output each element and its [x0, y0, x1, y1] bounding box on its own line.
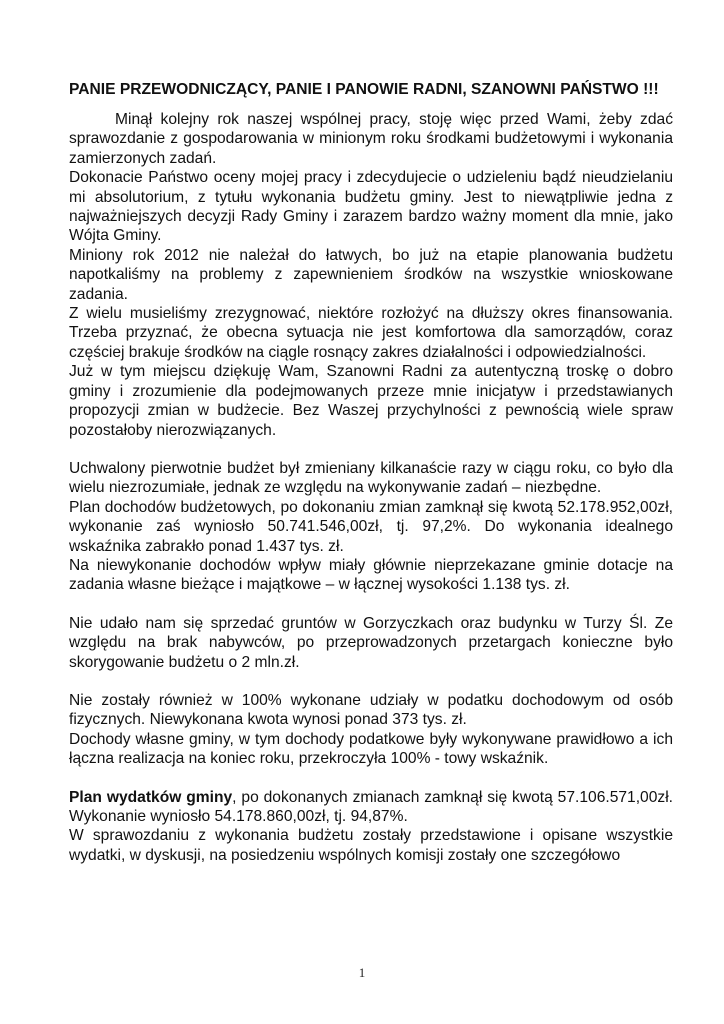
paragraph-expenses-plan	[69, 788, 673, 827]
paragraph-income-tax: Nie zostały również w 100% wykonane udziały w podatku dochodowym od osób fizycznych. Niewykonana kwota wynosi ponad 373 tys. zł.	[69, 691, 673, 729]
paragraph-spacer	[69, 595, 673, 614]
paragraph-own-income: Dochody własne gminy, w tym dochody podatkowe były wykonywane prawidłowo a ich łączna realizacja na koniec roku, przekroczyła 100% - towy wskaźnik.	[69, 730, 673, 768]
paragraph-budget-changes: Uchwalony pierwotnie budżet był zmieniany kilkanaście razy w ciągu roku, co było dla wielu niezrozumiałe, jednak ze względu na wykonywanie zadań – niezbędne.	[69, 459, 673, 497]
paragraph-spacer	[69, 769, 673, 788]
paragraph-absolutorium: Dokonacie Państwo oceny mojej pracy i zdecydujecie o udzieleniu bądź nieudzielaniu mi absolutorium, z tytułu wykonania budżetu gminy. Jest to niewątpliwie jedna z najważniejszych decyzji Rady Gminy i zarazem bardzo ważny moment dla mnie, jako Wójta Gminy.	[69, 169, 673, 245]
document-page	[69, 80, 673, 865]
paragraph-resignation: Z wielu musieliśmy zrezygnować, niektóre rozłożyć na dłuższy okres finansowania. Trzeba przyznać, że obecna sytuacja nie jest komfortowa dla samorządów, coraz częściej brakuje środków na ciągle rosnący zakres działalności i odpowiedzialności.	[69, 305, 673, 361]
paragraph-land-sale: Nie udało nam się sprzedać gruntów w Gorzyczkach oraz budynku w Turzy Śl. Ze względu na brak nabywców, po przeprowadzonych przetargach konieczne było skorygowanie budżetu o 2 mln.zł.	[69, 614, 673, 671]
expenses-plan-bold-label: Plan wydatków gminy	[69, 788, 233, 806]
page-number: 1	[358, 965, 366, 980]
expenses-plan-text: , po dokonanych zmianach zamknął się kwotą 57.106.571,00zł. Wykonanie wyniosło 54.178.860,00zł, tj. 94,87%.	[69, 788, 673, 825]
paragraph-income-shortfall: Na niewykonanie dochodów wpływ miały głównie nieprzekazane gminie dotacje na zadania własne bieżące i majątkowe – w łącznej wysokości 1.138 tys. zł.	[69, 556, 673, 594]
paragraph-expenses-report: W sprawozdaniu z wykonania budżetu zostały przedstawione i opisane wszystkie wydatki, w dyskusji, na posiedzeniu wspólnych komisji zostały one szczegółowo	[69, 827, 673, 864]
paragraph-intro: Minął kolejny rok naszej wspólnej pracy, stoję więc przed Wami, żeby zdać sprawozdanie z gospodarowania w minionym roku środkami budżetowymi i wykonania zamierzonych zadań.	[69, 111, 673, 167]
paragraph-income-plan: Plan dochodów budżetowych, po dokonaniu zmian zamknął się kwotą 52.178.952,00zł, wykonanie zaś wyniosło 50.741.546,00zł, tj. 97,2%. Do wykonania idealnego wskaźnika zabrakło ponad 1.437 tys. zł.	[69, 498, 673, 555]
paragraph-year-2012: Miniony rok 2012 nie należał do łatwych, bo już na etapie planowania budżetu napotkaliśmy na problemy z zapewnieniem środków na wszystkie wnioskowane zadania.	[69, 246, 673, 303]
paragraph-thanks: Już w tym miejscu dziękuję Wam, Szanowni Radni za autentyczną troskę o dobro gminy i zrozumienie dla podejmowanych przeze mnie inicjatyw i przedstawianych propozycji zmian w budżecie. Bez Waszej przychylności z pewnością wiele spraw pozostałoby nierozwiązanych.	[69, 363, 673, 439]
paragraph-spacer	[69, 672, 673, 691]
paragraph-spacer	[69, 440, 673, 459]
document-heading: PANIE PRZEWODNICZĄCY, PANIE I PANOWIE RADNI, SZANOWNI PAŃSTWO !!!	[69, 81, 659, 98]
